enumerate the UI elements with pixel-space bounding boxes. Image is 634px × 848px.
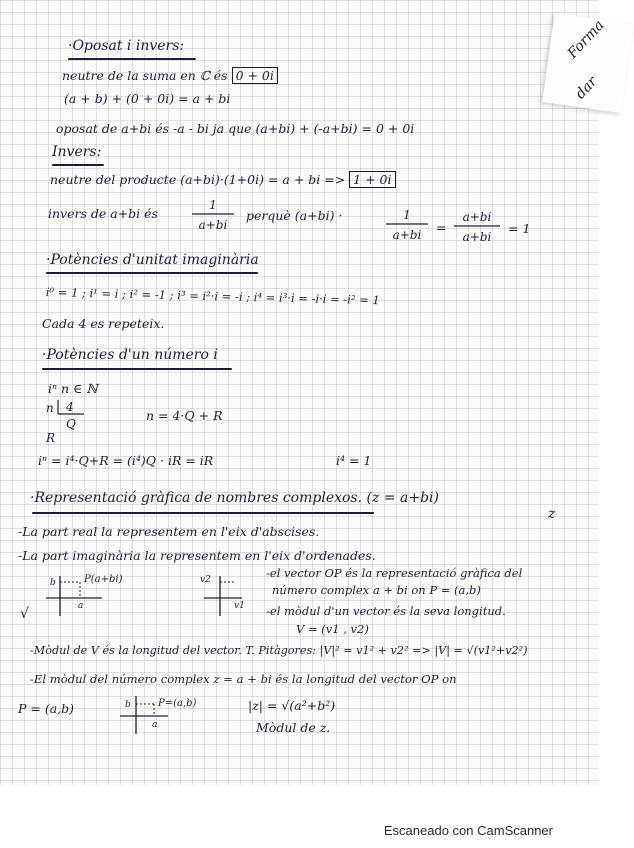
- b-label: b: [125, 700, 131, 710]
- fraction-3: [450, 208, 504, 250]
- modulus-formula: |z| = √(a²+b²): [248, 698, 336, 713]
- corner-text-2: dar: [572, 73, 601, 103]
- neutral-sum-text: neutre de la suma en ℂ és: [62, 68, 228, 83]
- modulus-label: Mòdul de z.: [256, 720, 331, 735]
- note-line: i⁴ = 1: [336, 453, 372, 468]
- division-dividend: n: [46, 401, 54, 415]
- division-remainder: R: [46, 431, 56, 445]
- a-label: a: [78, 601, 84, 611]
- fraction-1: [188, 196, 238, 238]
- note-line: iⁿ = i⁴·Q+R = (i⁴)Q · iR = iR: [38, 453, 214, 468]
- complex-plane-sketch-2: [116, 694, 226, 738]
- scanner-watermark-text: Escaneado con CamScanner: [383, 823, 553, 838]
- powers-of-i-line: i⁰ = 1 ; i¹ = i ; i² = -1 ; i³ = i²·i = -i ; i⁴ = i³·i = -i·i = -i² = 1: [45, 285, 381, 308]
- note-line: = 1: [508, 221, 531, 236]
- modulus-definition-line: -Mòdul de V és la longitud del vector. T. Pitàgores: |V|² = v1² + v2² => |V| = √(v1²+v2²): [30, 644, 528, 657]
- note-line: -el vector OP és la representació gràfica del: [266, 566, 523, 580]
- note-line: V = (v1 , v2): [296, 622, 369, 636]
- heading-underline: [52, 164, 104, 166]
- corner-text-1: Forma: [564, 17, 608, 62]
- note-line: -El mòdul del número complex z = a + bi és la longitud del vector OP on: [30, 672, 457, 686]
- division-diagram: [44, 400, 124, 446]
- v1-label: v1: [234, 601, 245, 611]
- fraction-numerator: 1: [209, 198, 217, 212]
- heading-invers: Invers:: [52, 144, 102, 160]
- heading-underline: [46, 272, 258, 274]
- note-line: n = 4·Q + R: [146, 408, 223, 423]
- v2-label: v2: [200, 575, 211, 585]
- vector-sketch: [196, 570, 256, 618]
- b-label: b: [50, 578, 56, 588]
- note-line: número complex a + bi on P = (a,b): [272, 583, 481, 597]
- heading-underline: [32, 512, 374, 514]
- fraction-denominator: a+bi: [392, 228, 422, 242]
- check-mark: √: [20, 606, 29, 622]
- fraction-denominator: a+bi: [462, 230, 492, 244]
- note-line: oposat de a+bi és -a - bi ja que (a+bi) + (-a+bi) = 0 + 0i: [56, 121, 415, 136]
- heading-underline: [68, 58, 196, 60]
- division-quotient: Q: [66, 417, 76, 431]
- note-line: z: [548, 506, 556, 522]
- fraction-numerator: a+bi: [462, 210, 492, 224]
- adjacent-page-corner: [542, 13, 634, 113]
- note-line: Cada 4 es repeteix.: [42, 316, 165, 331]
- fraction-2: [382, 206, 432, 248]
- heading-representacio: ·Representació gràfica de nombres complexos. (z = a+bi): [30, 490, 439, 506]
- fraction-numerator: 1: [403, 208, 411, 222]
- neutral-product-text: neutre del producte (a+bi)·(1+0i) = a + bi =>: [50, 172, 346, 187]
- scanned-notebook-page: Forma dar ·Oposat i invers: neutre de la suma en ℂ és 0 + 0i (a + b) + (0 + 0i) = a + bi oposat de a+bi és -a - bi ja que (a+bi) + (-a+bi) = 0 + 0i Invers: neutre del producte (a+bi)·(1+0i) = a + bi => 1 + 0i invers de a+bi és 1 a+bi perquè (a+bi) · 1 a+bi = a+bi a+bi = 1 ·Potències d'unitat imaginària i⁰ = 1 ; i¹ = i ; i² = -1 ; i³ = i²·i = -i ; i⁴ = i³·i = -i·i = -i² = 1 Cada 4 es repeteix. ·Potències d'un número i iⁿ n ∈ ℕ n 4 Q R n = 4·Q + R iⁿ = i⁴·Q+R = (i⁴)Q · iR = iR i⁴ = 1 ·Representació gràfica de nombres complexos. (z = a+bi) z -La part real la representem en l'eix d'abscises. -La part imaginària la representem en l'eix d'ordenades. b a P(a+bi) v2 v1 -el vector OP és la representació gràfica del número complex a + bi on P = (a,b) -el mòdul d'un vector és la seva longitud. V = (v1 , v2) √ -Mòdul de V és la longitud del vector. T. Pitàgores: |V|² = v1² + v2² => |V| = √(v1²+v2²) -El mòdul del número complex z = a + bi és la longitud del vector OP on P = (a,b) b a P=(a,b) |z| = √(a²+b²) Mòdul de z.: [0, 0, 599, 785]
- note-line: (a + b) + (0 + 0i) = a + bi: [64, 91, 231, 106]
- scanner-footer: [0, 785, 599, 848]
- point-label: P(a+bi): [84, 574, 123, 585]
- complex-plane-sketch-1: [44, 570, 154, 618]
- point-coordinates: P = (a,b): [18, 701, 75, 716]
- division-divisor: 4: [66, 400, 74, 414]
- heading-oposat-invers: ·Oposat i invers:: [68, 38, 185, 54]
- note-line: -La part real la representem en l'eix d'abscises.: [18, 524, 320, 539]
- point-label: P=(a,b): [158, 698, 197, 709]
- heading-underline: [42, 368, 232, 370]
- note-line: perquè (a+bi) ·: [246, 208, 343, 223]
- heading-potencies-unitat: ·Potències d'unitat imaginària: [46, 252, 259, 268]
- invers-sentence: invers de a+bi és: [48, 206, 158, 221]
- fraction-denominator: a+bi: [198, 218, 228, 232]
- note-line: -el mòdul d'un vector és la seva longitud.: [266, 604, 506, 618]
- boxed-result: 1 + 0i: [349, 171, 395, 188]
- note-line: [62, 68, 278, 83]
- heading-potencies-numero: ·Potències d'un número i: [42, 347, 218, 363]
- boxed-result: 0 + 0i: [232, 67, 278, 84]
- note-line: [50, 172, 396, 187]
- note-line: -La part imaginària la representem en l'eix d'ordenades.: [18, 548, 376, 563]
- note-line: iⁿ n ∈ ℕ: [48, 381, 98, 396]
- a-label: a: [152, 720, 158, 730]
